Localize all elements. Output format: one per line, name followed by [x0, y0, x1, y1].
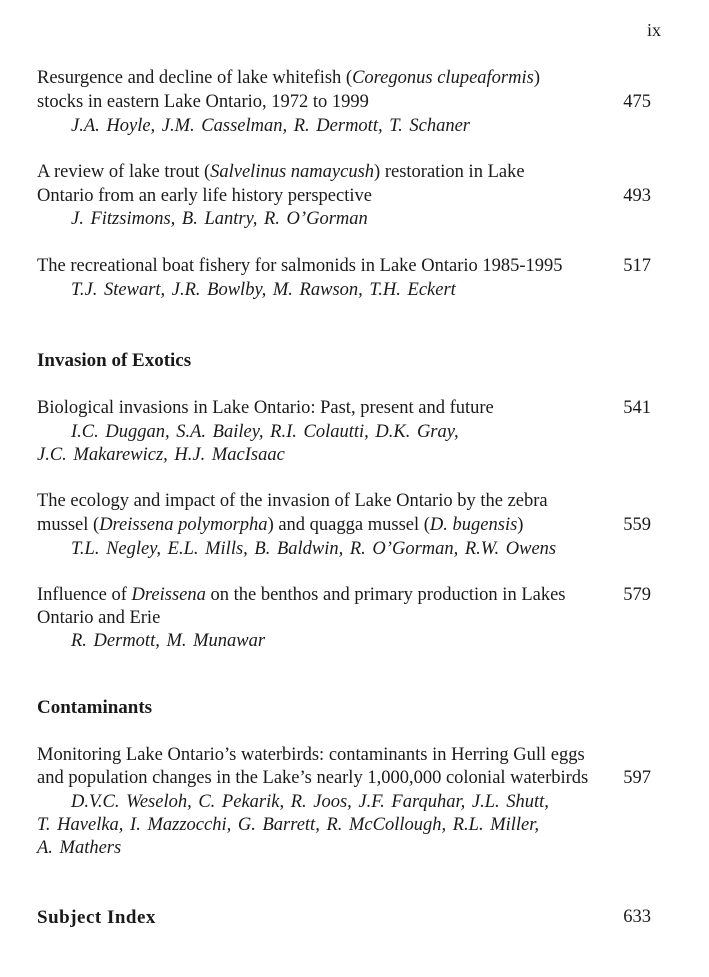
entry-authors-line2: T. Havelka, I. Mazzocchi, G. Barrett, R. McCollough, R.L. Miller,	[37, 815, 540, 835]
entry-page[interactable]: 475	[623, 92, 651, 112]
entry-authors: D.V.C. Weseloh, C. Pekarik, R. Joos, J.F. Farquhar, J.L. Shutt,	[71, 792, 549, 812]
entry-title: Influence of Dreissena on the benthos and primary production in Lakes	[37, 585, 566, 605]
entry-title-line2: stocks in eastern Lake Ontario, 1972 to 1999	[37, 92, 369, 112]
entry-page[interactable]: 541	[623, 398, 651, 418]
subject-index-heading[interactable]: Subject Index	[37, 907, 156, 928]
entry-title: Resurgence and decline of lake whitefish (Coregonus clupeaformis)	[37, 68, 540, 88]
entry-authors: I.C. Duggan, S.A. Bailey, R.I. Colautti, D.K. Gray,	[71, 422, 459, 442]
entry-title: Biological invasions in Lake Ontario: Past, present and future	[37, 398, 494, 418]
entry-title-line2: mussel (Dreissena polymorpha) and quagga mussel (D. bugensis)	[37, 515, 524, 535]
entry-page[interactable]: 517	[623, 256, 651, 276]
entry-title-line2: Ontario from an early life history perspective	[37, 186, 372, 206]
entry-page[interactable]: 597	[623, 768, 651, 788]
entry-authors: J.A. Hoyle, J.M. Casselman, R. Dermott, T. Schaner	[71, 116, 471, 136]
entry-page[interactable]: 493	[623, 186, 651, 206]
entry-authors: T.L. Negley, E.L. Mills, B. Baldwin, R. O’Gorman, R.W. Owens	[71, 539, 557, 559]
entry-authors: R. Dermott, M. Munawar	[71, 631, 266, 651]
page-number: ix	[646, 20, 661, 40]
section-heading-invasion: Invasion of Exotics	[37, 350, 192, 371]
entry-title: Monitoring Lake Ontario’s waterbirds: contaminants in Herring Gull eggs	[37, 745, 585, 765]
entry-authors: J. Fitzsimons, B. Lantry, R. O’Gorman	[71, 209, 368, 229]
entry-title: A review of lake trout (Salvelinus namaycush) restoration in Lake	[37, 162, 525, 182]
entry-authors-line3: A. Mathers	[37, 838, 122, 858]
entry-authors: T.J. Stewart, J.R. Bowlby, M. Rawson, T.H. Eckert	[71, 280, 456, 300]
entry-title: The recreational boat fishery for salmonids in Lake Ontario 1985-1995	[37, 256, 563, 276]
entry-page[interactable]: 559	[623, 515, 651, 535]
entry-title-line2: Ontario and Erie	[37, 608, 161, 628]
section-heading-contaminants: Contaminants	[37, 697, 153, 718]
entry-title-line2: and population changes in the Lake’s nearly 1,000,000 colonial waterbirds	[37, 768, 589, 788]
entry-authors-line2: J.C. Makarewicz, H.J. MacIsaac	[37, 445, 285, 465]
entry-title: The ecology and impact of the invasion of Lake Ontario by the zebra	[37, 491, 548, 511]
subject-index-page[interactable]: 633	[623, 907, 651, 927]
entry-page[interactable]: 579	[623, 585, 651, 605]
